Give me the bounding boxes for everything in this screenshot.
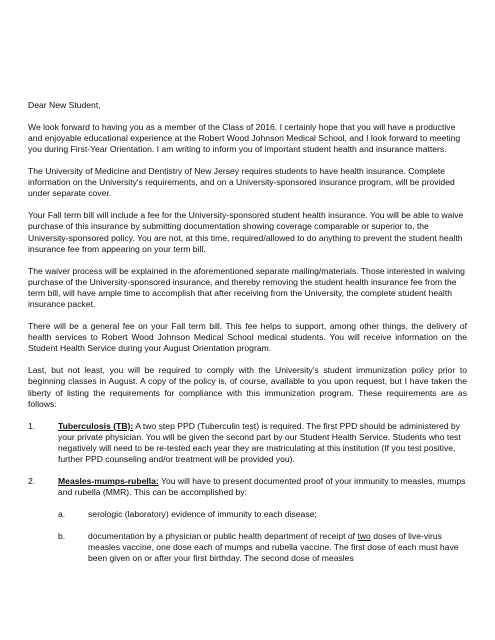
sub-item-text-after: doses of live-virus measles vaccine, one dose each of mumps and rubella vaccine. The first dose of each must have been given on or after your first birthday. The second dose of measles <box>88 530 459 564</box>
requirement-number: 2. <box>28 476 36 487</box>
requirement-tuberculosis <box>28 421 467 466</box>
requirement-body <box>58 421 467 466</box>
paragraph-term-bill-fee: Your Fall term bill will include a fee for the University-sponsored student health insurance. You will be able to waive purchase of this insurance by submitting documentation showing coverage comparable or superior to, the University-sponsored policy. You are not, at this time, required/allowed to do anything to prevent the student health insurance fee from appearing on your term bill. <box>28 210 464 254</box>
requirement-text: You will have to present documented proof of your immunity to measles, mumps and rubella (MMR). This can be accomplished by: <box>58 476 466 498</box>
sub-item-text: serologic (laboratory) evidence of immunity to each disease; <box>88 509 317 520</box>
paragraph-general-fee: There will be a general fee on your Fall term bill. This fee helps to support, among other things, the delivery of health services to Robert Wood Johnson Medical School medical students. You will receive information on the Student Health Service during your August Orientation program. <box>28 321 467 354</box>
sub-item-underlined-word: two <box>357 530 371 541</box>
requirement-title: Tuberculosis (TB): <box>58 420 134 431</box>
salutation: Dear New Student, <box>28 100 101 110</box>
requirement-number: 1. <box>28 420 36 431</box>
sub-item-serologic <box>58 509 467 520</box>
requirement-mmr <box>28 476 467 498</box>
sub-item-letter: b. <box>58 530 66 541</box>
paragraph-immunization-policy: Last, but not least, you will be required to comply with the University's student immunization policy prior to beginning classes in August. A copy of the policy is, of course, available to you upon request, but I have taken the liberty of listing the requirements for compliance with this immunization program. These requirements are as follows: <box>28 365 467 409</box>
paragraph-waiver-process: The waiver process will be explained in the aforementioned separate mailing/materials. Those interested in waiving purchase of the University-sponsored insurance, and thereby removing the student health insurance fee from the term bill, will have ample time to accomplish that after receiving from the University, the complete student health insurance packet. <box>28 265 465 310</box>
paragraph-class-welcome: We look forward to having you as a member of the Class of 2016. I certainly hope that you will have a productive and enjoyable educational experience at the Robert Wood Johnson Medical School, and I look forward to meeting you during First-Year Orientation. I am writing to inform you of important student health and insurance matters. <box>28 121 461 155</box>
sub-item-text-before: documentation by a physician or public health department of receipt of <box>88 530 358 541</box>
requirement-body <box>58 476 467 498</box>
requirement-text: A two step PPD (Tuberculin test) is required. The first PPD should be administered by your private physician. You will be given the second part by our Student Health Service. Students who test negatively will need to be re-tested each year they are matriculating at this institution (If you test positive, further PPD counseling and/or treatment will be provided you). <box>58 420 461 465</box>
paragraph-insurance-requirement: The University of Medicine and Dentistry of New Jersey requires students to have health insurance. Complete information on the University's requirements, and on a University-sponsored insurance program, will be provided under separate cover. <box>28 166 455 199</box>
sub-item-documentation <box>58 531 467 565</box>
sub-item-letter: a. <box>58 509 66 520</box>
requirement-title: Measles-mumps-rubella: <box>58 476 159 487</box>
sub-item-text <box>88 531 467 565</box>
